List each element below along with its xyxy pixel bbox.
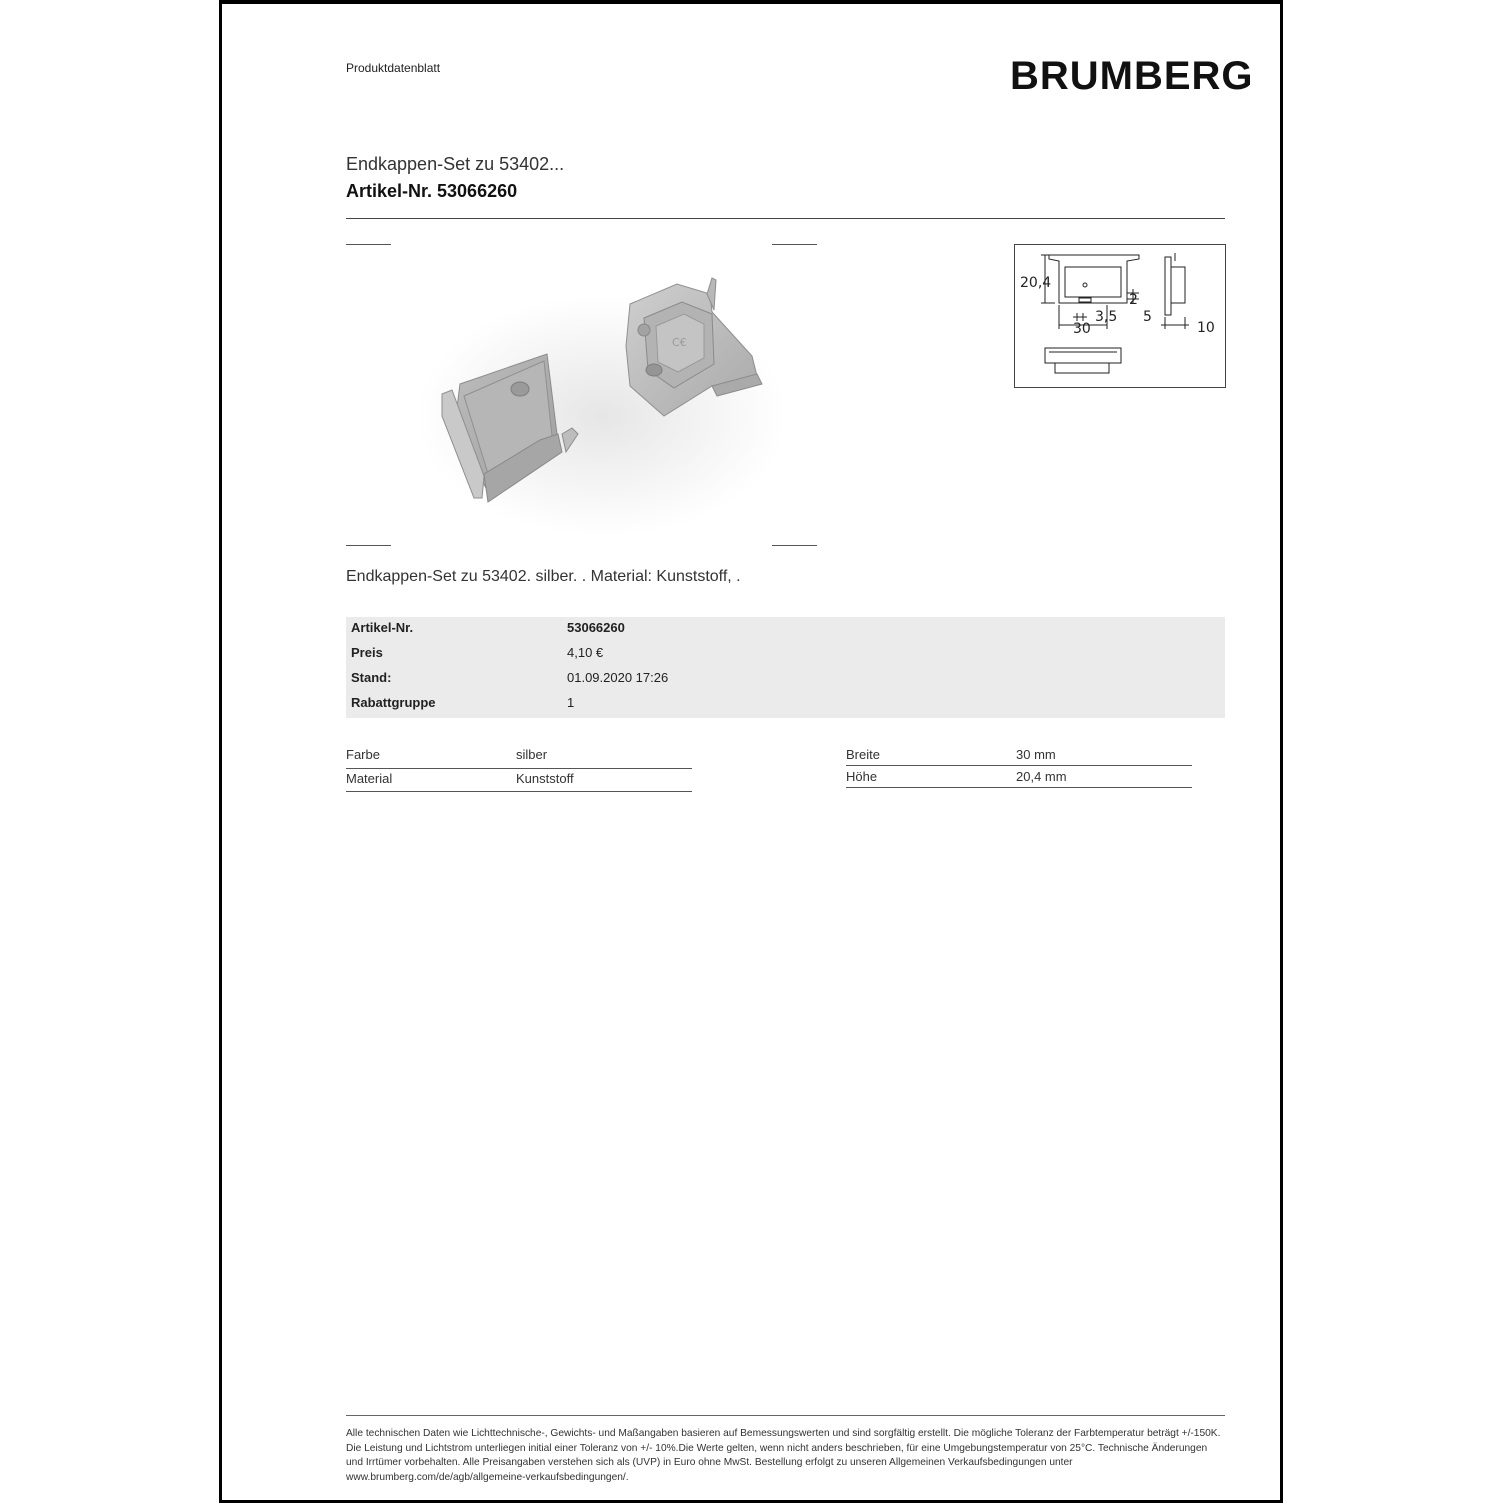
spec-divider [346, 768, 692, 769]
spec-label: Breite [846, 747, 880, 762]
spec-divider [846, 765, 1192, 766]
brand-logo: BRUMBERG [1010, 54, 1254, 98]
dimension-height: 20,4 [1020, 275, 1052, 291]
info-value: 1 [567, 695, 575, 710]
technical-drawing [1014, 244, 1226, 388]
spec-value: 30 mm [1016, 747, 1056, 762]
header-divider [346, 218, 1225, 219]
svg-text:C€: C€ [672, 336, 687, 349]
info-label: Rabattgruppe [351, 695, 436, 710]
info-label: Stand: [351, 670, 392, 685]
dimension-2: 2 [1129, 292, 1138, 308]
datasheet-page [219, 0, 1283, 1503]
dimension-5: 5 [1143, 309, 1152, 325]
product-photo [412, 266, 782, 546]
dimension-30: 30 [1073, 321, 1091, 337]
document-type-label: Produktdatenblatt [346, 61, 441, 75]
footer-divider [346, 1415, 1225, 1416]
spec-label: Material [346, 771, 393, 786]
legal-footer: Alle technischen Daten wie Lichttechnische-, Gewichts- und Maßangaben basieren auf Bemessungswerten und sind sorgfältig erstellt. Die mögliche Toleranz der Farbtemperatur beträgt +/-150K. Die Leistung und Lichtstrom unterliegen initial einer Toleranz von +/- 10%.Die Werte gelten, wenn nicht anders beschrieben, für eine Umgebungstemperatur von 25°C. Technische Änderungen und Irrtümer vorbehalten. Alle Preisangaben verstehen sich als (UVP) in Euro ohne MwSt. Bestellung erfolgt zu unseren Allgemeinen Verkaufsbedingungen unter www.brumberg.com/de/agb/allgemeine-verkaufsbedingungen/. [346, 1428, 1221, 1483]
product-description: Endkappen-Set zu 53402. silber. . Material: Kunststoff, . [346, 568, 741, 585]
info-label: Preis [351, 645, 383, 660]
dimension-3-5: 3,5 [1095, 309, 1118, 325]
dimension-10: 10 [1197, 320, 1215, 336]
product-title: Endkappen-Set zu 53402... [346, 154, 565, 174]
spec-label: Farbe [346, 747, 380, 762]
info-value: 01.09.2020 17:26 [567, 670, 669, 685]
info-table [346, 617, 1225, 718]
image-corner-mark [346, 244, 391, 245]
image-corner-mark [772, 244, 817, 245]
spec-value: Kunststoff [516, 771, 574, 786]
article-number-heading: Artikel-Nr. 53066260 [346, 181, 518, 201]
spec-value: 20,4 mm [1016, 769, 1067, 784]
spec-label: Höhe [846, 769, 878, 784]
image-corner-mark [346, 545, 391, 546]
info-value: 53066260 [567, 620, 625, 635]
spec-value: silber [516, 747, 548, 762]
info-value: 4,10 € [567, 645, 604, 660]
spec-divider [346, 791, 692, 792]
info-label: Artikel-Nr. [351, 620, 414, 635]
spec-divider [846, 787, 1192, 788]
